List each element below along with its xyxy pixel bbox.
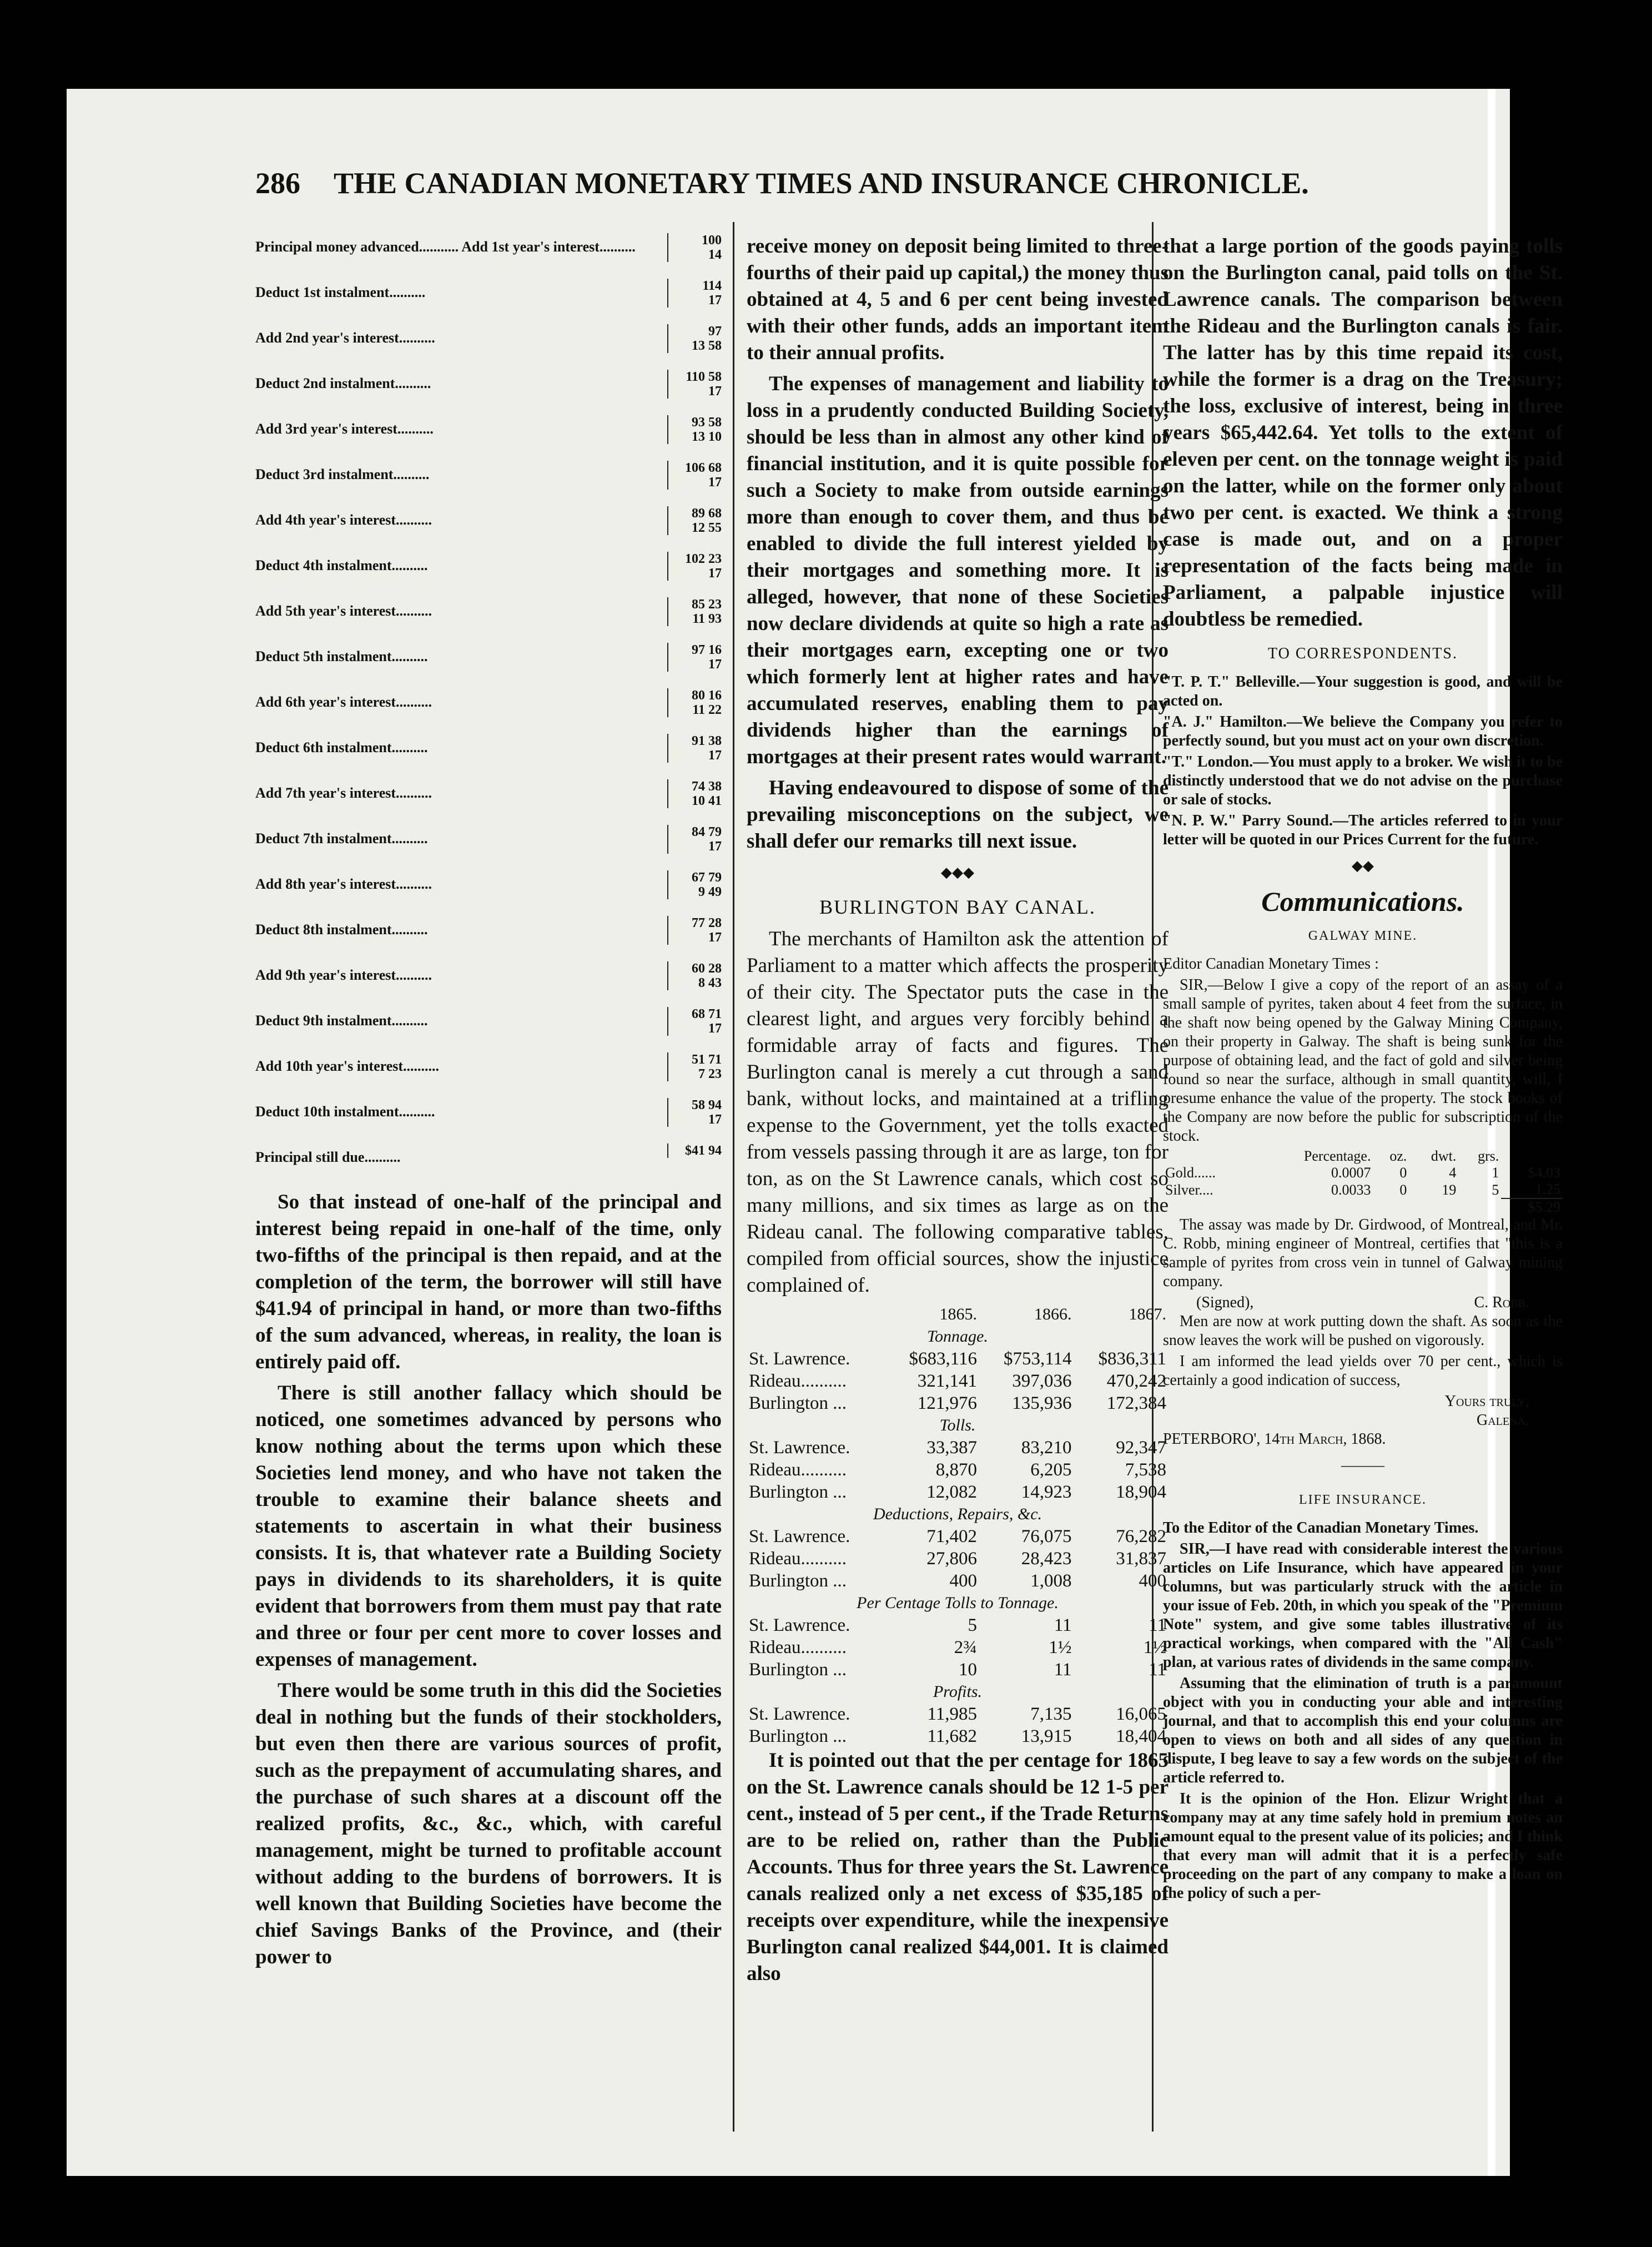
table-caption: Per Centage Tolls to Tonnage.	[857, 1594, 1059, 1612]
ledger-row	[255, 279, 722, 324]
ledger-amounts	[667, 643, 722, 672]
assay-cell: 0	[1399, 1181, 1407, 1198]
table-header-row	[747, 1303, 1169, 1326]
salutation: To the Editor of the Canadian Monetary Times.	[1163, 1519, 1479, 1536]
ledger-amounts	[667, 506, 722, 535]
ledger-amounts	[667, 552, 722, 581]
ledger-label: Add 10th year's interest..........	[255, 1058, 440, 1074]
ledger-amount: 12 55	[692, 521, 722, 535]
table-caption: Tonnage.	[927, 1327, 988, 1346]
canal-name: Burlington ...	[749, 1393, 847, 1413]
ledger-label: Deduct 3rd instalment..........	[255, 466, 430, 482]
canal-name: St. Lawrence.	[749, 1349, 850, 1369]
paragraph: So that instead of one-half of the principal and interest being repaid in one-half of the time, only two-fifths of the principal is then repaid, and at the completion of the term, the borrower will still have $41.94 of principal in hand, or more than two-fifths of the sum advanced, whereas, in reality, the loan is entirely paid off.	[255, 1191, 722, 1373]
table-cell: 5	[968, 1615, 978, 1635]
ledger-amount: 17	[708, 384, 722, 399]
ledger-row	[255, 370, 722, 415]
ledger-row	[255, 916, 722, 961]
ledger-row	[255, 1007, 722, 1052]
paragraph: SIR,—I have read with considerable interest the various articles on Life Insurance, which have appeared in your columns, but was particularly struck with the article in your issue of Feb. 20th, in which you speak of the "Premium Note" system, and give some tables illustrative of its practical workings, when compared with the "All Cash" plan, at various rates of dividends in the same company.	[1163, 1540, 1563, 1671]
ledger-amount: 80 16	[692, 688, 722, 703]
canal-name: St. Lawrence.	[749, 1526, 850, 1546]
ledger-amounts	[667, 370, 722, 399]
table-cell: 8,870	[935, 1460, 978, 1480]
table-caption-row	[747, 1503, 1169, 1525]
table-cell	[747, 1303, 885, 1326]
ledger-amounts	[667, 1052, 722, 1081]
ledger-amount: 17	[708, 1021, 722, 1036]
ledger-amount: 106 68	[685, 461, 722, 475]
table-caption: Profits.	[933, 1682, 983, 1701]
table-cell: 172,384	[1106, 1393, 1166, 1413]
ledger-amount: 17	[708, 475, 722, 490]
table-row	[747, 1659, 1169, 1681]
paragraph: Assuming that the elimination of truth is a paramount object with you in conducting your able and interesting journal, and that to accomplish this end your columns are open to views on both and all sides of any question in dispute, I beg leave to say a few words on the subject of the article referred to.	[1163, 1675, 1563, 1786]
ledger-amounts	[667, 1007, 722, 1036]
assay-cell: 0.0033	[1331, 1181, 1371, 1198]
table-caption-row	[747, 1592, 1169, 1614]
table-cell: 10	[959, 1660, 978, 1680]
table-cell: $753,114	[1003, 1349, 1072, 1369]
column-right	[1163, 233, 1563, 1905]
ledger-amount: 7 23	[698, 1067, 722, 1081]
ledger-amount: 97 16	[692, 643, 722, 657]
assay-cell: $4.03	[1528, 1165, 1560, 1181]
table-cell: 321,141	[917, 1371, 978, 1391]
correspondent-note: "N. P. W." Parry Sound.—The articles referred to in your letter will be quoted in our Prices Current for the future.	[1163, 812, 1563, 848]
table-row	[747, 1370, 1169, 1392]
assay-cell: 5	[1492, 1181, 1499, 1198]
ledger-amount: 91 38	[692, 734, 722, 748]
paragraph: Having endeavoured to dispose of some of the prevailing misconceptions on the subject, we shall defer our remarks till next issue.	[747, 777, 1169, 853]
correspondent-note: "T. P. T." Belleville.—Your suggestion is good, and will be acted on.	[1163, 673, 1563, 709]
ledger-row	[255, 415, 722, 461]
assay-cell: 0.0007	[1331, 1165, 1371, 1181]
table-cell: 71,402	[926, 1526, 978, 1546]
table-caption: Deductions, Repairs, &c.	[873, 1505, 1042, 1523]
ledger-amounts	[667, 734, 722, 763]
ledger-label: Add 9th year's interest..........	[255, 967, 432, 983]
ledger-amount: 67 79	[692, 870, 722, 885]
table-cell: 27,806	[926, 1549, 978, 1569]
ledger-row	[255, 552, 722, 597]
ledger-amount: 17	[708, 748, 722, 763]
ledger-amount: 51 71	[692, 1052, 722, 1067]
ledger-label: Add 2nd year's interest..........	[255, 330, 435, 346]
ledger-amounts	[667, 279, 722, 308]
assay-total: $5.29	[1501, 1198, 1563, 1216]
ledger-amount: 11 22	[692, 703, 722, 717]
canal-name: Burlington ...	[749, 1726, 847, 1746]
ledger-row	[255, 643, 722, 688]
table-cell: 6,205	[1030, 1460, 1072, 1480]
ornament-divider: ———	[1341, 1457, 1384, 1473]
ledger-amount: 13 10	[692, 430, 722, 444]
ornament-divider: ◆◆	[1352, 858, 1374, 874]
paragraph: that a large portion of the goods paying tolls on the Burlington canal, paid tolls on the St. Lawrence canals. The comparison between the Rideau and the Burlington canals is fair. The latter has by this time repaid its cost, while the former is a drag on the Treasury; the loss, exclusive of interest, being in three years $65,442.64. Yet tolls to the extent of eleven per cent. on the tonnage weight is paid on the latter, while on the former only about two per cent. is exacted. We think a strong case is made out, and on a proper representation of the facts being made in Parliament, a palpable injustice will doubtless be remedied.	[1163, 235, 1563, 631]
canal-stats-table	[747, 1303, 1169, 1747]
ledger-row	[255, 870, 722, 916]
ledger-amount: 11 93	[692, 612, 722, 626]
ledger-amount: 68 71	[692, 1007, 722, 1021]
ledger-label: Deduct 7th instalment..........	[255, 830, 428, 847]
ledger-amount: 74 38	[692, 779, 722, 794]
ledger-label: Deduct 1st instalment..........	[255, 284, 426, 300]
ledger-amount: 17	[708, 839, 722, 854]
table-row	[747, 1459, 1169, 1481]
table-cell: 11	[1054, 1615, 1072, 1635]
table-row	[747, 1636, 1169, 1659]
paragraph: The expenses of management and liability to loss in a prudently conducted Building Society, should be less than in almost any other kind of financial institution, and it is quite possible for such a Society to make from outside earnings more than enough to cover them, and thus be enabled to divide the full interest yielded by their mortgages and something more. It is alleged, however, that none of these Societies now declare dividends at quite so high a rate as their mortgages earn, excepting one or two which formerly lent at higher rates and have accumulated reserves, enabling them to pay dividends higher than the earnings of mortgages at their present rates would warrant.	[747, 372, 1169, 768]
ledger-amount: 97	[708, 324, 722, 339]
table-cell: 28,423	[1021, 1549, 1072, 1569]
table-cell: 470,242	[1106, 1371, 1166, 1391]
table-caption-row	[747, 1326, 1169, 1348]
assay-header-cell: oz.	[1389, 1148, 1407, 1164]
ledger-row	[255, 734, 722, 779]
paragraph: There would be some truth in this did the Societies deal in nothing but the funds of their stockholders, but even then there are various sources of profit, such as the prepayment of accumulating shares, and the purchase of such shares at a discount off the realized profits, &c., &c., which, with careful management, might be turned to profitable account without adding to the burdens of borrowers. It is well known that Building Societies have become the chief Savings Banks of the Province, and (their power to	[255, 1679, 722, 1968]
table-cell: 11	[1149, 1615, 1166, 1635]
canal-name: St. Lawrence.	[749, 1704, 850, 1724]
paragraph: The assay was made by Dr. Girdwood, of Montreal, and Mr. C. Robb, mining engineer of Montreal, certifies that "this is a sample of pyrites from cross vein in tunnel of Galway mining company.	[1163, 1216, 1563, 1290]
ledger-row	[255, 779, 722, 825]
closing: Yours truly,	[1444, 1393, 1529, 1410]
ledger-row	[255, 825, 722, 870]
signer: C. Robb.	[1474, 1294, 1529, 1311]
ledger-amount: 89 68	[692, 506, 722, 521]
ledger-label: Principal still due..........	[255, 1149, 401, 1165]
ledger-row	[255, 506, 722, 552]
assay-total-row	[1163, 1198, 1563, 1216]
metal-name: Silver....	[1165, 1181, 1213, 1198]
table-row	[747, 1481, 1169, 1503]
year-header: 1867.	[1129, 1305, 1166, 1323]
canal-name: Burlington ...	[749, 1571, 847, 1591]
assay-cell: 4	[1449, 1165, 1457, 1181]
paragraph: The merchants of Hamilton ask the attention of Parliament to a matter which affects the prosperity of their city. The Spectator puts the case in the clearest light, and argues very forcibly behind a formidable array of facts and figures. The Burlington canal is merely a cut through a sand bank, without locks, and maintained at a trifling expense to the Government, yet the tolls exacted from vessels passing through it are as large, ton for ton, as on the St Lawrence canals, which cost so many millions, and six times as large as on the Rideau canal. The following comparative tables, compiled from official sources, show the injustice complained of.	[747, 928, 1169, 1297]
ledger-amount: 60 28	[692, 961, 722, 976]
metal-name: Gold......	[1165, 1165, 1216, 1181]
table-cell: 18,904	[1116, 1482, 1166, 1502]
author: Galena.	[1477, 1412, 1529, 1429]
canal-name: Rideau..........	[749, 1549, 847, 1569]
table-cell: 14,923	[1021, 1482, 1072, 1502]
ledger-amount: 100	[702, 233, 722, 248]
ledger-amounts	[667, 597, 722, 626]
ledger-row	[255, 1098, 722, 1143]
table-cell	[1163, 1148, 1255, 1165]
ledger-amount: 102 23	[685, 552, 722, 566]
paragraph: It is pointed out that the per centage for 1865 on the St. Lawrence canals should be 12 1-5 per cent., instead of 5 per cent., if the Trade Returns are to be relied on, rather than the Public Accounts. Thus for three years the St. Lawrence canals realized only a net excess of $35,185 of receipts over expenditure, while the inexpensive Burlington canal realized $44,001. It is claimed also	[747, 1749, 1169, 1985]
table-cell: 400	[1139, 1571, 1166, 1591]
column-rule	[733, 222, 734, 2132]
ledger-row	[255, 961, 722, 1007]
table-cell: 7,135	[1030, 1704, 1072, 1724]
table-row	[747, 1614, 1169, 1636]
ledger-amounts	[667, 916, 722, 945]
year-header: 1865.	[939, 1305, 978, 1323]
year-header: 1866.	[1034, 1305, 1072, 1323]
ledger-amount: 85 23	[692, 597, 722, 612]
page-header	[255, 161, 1410, 205]
ledger-label: Principal money advanced........... Add 1st year's interest..........	[255, 239, 636, 255]
section-heading: BURLINGTON BAY CANAL.	[819, 896, 1096, 918]
table-cell: 13,915	[1021, 1726, 1072, 1746]
ledger-amount: 8 43	[698, 976, 722, 990]
ledger-amounts	[667, 1098, 722, 1127]
salutation: Editor Canadian Monetary Times :	[1163, 955, 1379, 973]
ledger-label: Deduct 6th instalment..........	[255, 739, 428, 755]
table-caption: Tolls.	[939, 1416, 976, 1434]
assay-table	[1163, 1148, 1563, 1216]
publication-title: THE CANADIAN MONETARY TIMES AND INSURANCE CHRONICLE.	[334, 167, 1309, 200]
life-insurance-letter	[1163, 1519, 1563, 1903]
ledger-amount: 17	[708, 566, 722, 581]
ledger-row	[255, 1052, 722, 1098]
ledger-table	[255, 233, 722, 1189]
correspondents-list	[1163, 673, 1563, 849]
canal-name: Rideau..........	[749, 1638, 847, 1657]
ledger-row	[255, 324, 722, 370]
table-cell: 11	[1149, 1660, 1166, 1680]
table-cell: 33,387	[926, 1438, 978, 1458]
table-row	[747, 1437, 1169, 1459]
ledger-label: Deduct 8th instalment..........	[255, 921, 428, 938]
ledger-label: Add 4th year's interest..........	[255, 512, 432, 528]
ledger-label: Add 3rd year's interest..........	[255, 421, 434, 437]
ledger-amounts	[667, 825, 722, 854]
table-row	[747, 1348, 1169, 1370]
newspaper-page	[67, 89, 1563, 2176]
correspondent-note: "A. J." Hamilton.—We believe the Company you refer to perfectly sound, but you must act on your own discretion.	[1163, 713, 1563, 749]
canal-name: Burlington ...	[749, 1482, 847, 1502]
ledger-amount: 17	[708, 1112, 722, 1127]
table-row	[747, 1392, 1169, 1414]
ledger-amounts	[667, 1143, 722, 1158]
ledger-row	[255, 1143, 722, 1189]
ledger-amount: 114	[702, 279, 722, 293]
ledger-row	[255, 233, 722, 279]
paragraph: Men are now at work putting down the shaft. As soon as the snow leaves the work will be pushed on vigorously.	[1163, 1313, 1563, 1349]
assay-header	[1163, 1148, 1563, 1165]
table-cell: 16,065	[1116, 1704, 1166, 1724]
galway-letter	[1163, 955, 1563, 1449]
assay-cell: 0	[1399, 1165, 1407, 1181]
table-cell: 400	[949, 1571, 978, 1591]
table-cell: 1½	[1049, 1638, 1072, 1657]
canal-name: St. Lawrence.	[749, 1615, 850, 1635]
ledger-label: Add 8th year's interest..........	[255, 876, 432, 892]
table-cell: 11,985	[927, 1704, 978, 1724]
table-row	[747, 1703, 1169, 1725]
canal-name: Rideau..........	[749, 1371, 847, 1391]
ledger-amount: 17	[708, 293, 722, 308]
table-cell: 83,210	[1021, 1438, 1072, 1458]
paragraph: I am informed the lead yields over 70 per cent., which is certainly a good indication of success,	[1163, 1353, 1563, 1389]
ledger-amount: 14	[708, 248, 722, 262]
ledger-amount: 84 79	[692, 825, 722, 839]
ledger-amounts	[667, 870, 722, 899]
dateline: PETERBORO', 14th March, 1868.	[1163, 1430, 1386, 1448]
section-heading: TO CORRESPONDENTS.	[1268, 645, 1458, 662]
ledger-amounts	[667, 461, 722, 490]
paragraph: There is still another fallacy which should be noticed, one sometimes advanced by persons who know nothing about the terms upon which these Societies lend money, and who have not taken the trouble to examine their balance sheets and statements to ascertain in what their business consists. It is, that whatever rate a Building Society pays in dividends to its shareholders, it is quite evident that borrowers from them must pay that rate and three or four per cent more to cover losses and expenses of management.	[255, 1382, 722, 1671]
column-middle	[747, 233, 1169, 1992]
column-left	[255, 233, 722, 1975]
table-cell: 92,347	[1116, 1438, 1166, 1458]
ledger-amount: $41 94	[685, 1143, 722, 1158]
ledger-label: Deduct 10th instalment..........	[255, 1104, 435, 1120]
ledger-row	[255, 597, 722, 643]
assay-header-cell: dwt.	[1431, 1148, 1457, 1164]
ledger-label: Add 5th year's interest..........	[255, 603, 432, 619]
ledger-row	[255, 461, 722, 506]
table-row	[747, 1548, 1169, 1570]
ledger-amounts	[667, 779, 722, 808]
paragraph: receive money on deposit being limited to three-fourths of their paid up capital,) the money thus obtained at 4, 5 and 6 per cent being invested with their other funds, adds an important item to their annual profits.	[747, 235, 1169, 364]
table-cell: 121,976	[917, 1393, 978, 1413]
ledger-amount: 17	[708, 930, 722, 945]
subsection-heading: LIFE INSURANCE.	[1298, 1493, 1427, 1507]
assay-cell: 1.25	[1535, 1181, 1560, 1197]
ledger-amounts	[667, 961, 722, 990]
ledger-amounts	[667, 324, 722, 353]
table-cell: 11,682	[927, 1726, 978, 1746]
ledger-amount: 93 58	[692, 415, 722, 430]
ledger-label: Deduct 2nd instalment..........	[255, 375, 431, 391]
page-number: 286	[255, 167, 300, 200]
ledger-amount: 110 58	[686, 370, 722, 384]
ledger-amounts	[667, 688, 722, 717]
table-cell: 18,404	[1116, 1726, 1166, 1746]
canal-name: Burlington ...	[749, 1660, 847, 1680]
ledger-amounts	[667, 415, 722, 444]
assay-header-cell: Percentage.	[1303, 1148, 1371, 1164]
table-row	[747, 1725, 1169, 1747]
table-cell: 1,008	[1030, 1571, 1072, 1591]
signature-line	[1163, 1293, 1563, 1312]
ledger-amount: 13 58	[692, 339, 722, 353]
table-cell: 11	[1054, 1660, 1072, 1680]
ledger-label: Deduct 9th instalment..........	[255, 1012, 428, 1029]
table-cell: 1½	[1143, 1638, 1166, 1657]
ledger-amount: 77 28	[692, 916, 722, 930]
table-cell: 397,036	[1012, 1371, 1072, 1391]
table-cell: 12,082	[926, 1482, 978, 1502]
ledger-amount: 10 41	[692, 794, 722, 808]
ornament-divider: ◆◆◆	[941, 864, 974, 880]
table-cell: 2¾	[954, 1638, 978, 1657]
col1-text	[255, 1189, 722, 1971]
table-cell: $683,116	[909, 1349, 978, 1369]
ledger-row	[255, 688, 722, 734]
ledger-amount: 9 49	[698, 885, 722, 899]
assay-header-cell: grs.	[1478, 1148, 1499, 1164]
paragraph: SIR,—Below I give a copy of the report of an assay of a small sample of pyrites, taken about 4 feet from the surface, in the shaft now being opened by the Galway Mining Company, on their property in Galway. The shaft is being sunk for the purpose of obtaining lead, and the fact of gold and silver being found so near the surface, although in small quantity, will, I presume enhance the value of the property. The stock books of the Company are now before the public for subscription of the stock.	[1163, 976, 1563, 1145]
ledger-amounts	[667, 233, 722, 262]
table-cell: 76,075	[1021, 1526, 1072, 1546]
table-cell: 7,538	[1125, 1460, 1166, 1480]
canal-name: St. Lawrence.	[749, 1438, 850, 1458]
table-caption-row	[747, 1414, 1169, 1437]
table-row	[747, 1525, 1169, 1548]
paragraph: It is the opinion of the Hon. Elizur Wright that a company may at any time safely hold in premium notes an amount equal to the present value of its policies; and I think that every man will admit that it is a perfectly safe proceeding on the part of any company to make a loan on the policy of such a per-	[1163, 1790, 1563, 1902]
table-cell: 76,282	[1116, 1526, 1166, 1546]
assay-row	[1163, 1181, 1563, 1198]
correspondent-note: "T." London.—You must apply to a broker. We wish it to be distinctly understood that we do not advise on the purchase or sale of stocks.	[1163, 753, 1563, 808]
subsection-heading: GALWAY MINE.	[1308, 929, 1418, 943]
section-heading: Communications.	[1261, 886, 1464, 917]
assay-row	[1163, 1165, 1563, 1181]
ledger-amount: 17	[708, 657, 722, 672]
ledger-label: Deduct 5th instalment..........	[255, 648, 428, 664]
assay-cell: 1	[1492, 1165, 1499, 1181]
table-cell: 135,936	[1012, 1393, 1072, 1413]
ledger-label: Add 7th year's interest..........	[255, 785, 432, 801]
ledger-label: Add 6th year's interest..........	[255, 694, 432, 710]
table-cell: 31,837	[1116, 1549, 1166, 1569]
table-caption-row	[747, 1681, 1169, 1703]
table-cell: $836,311	[1098, 1349, 1166, 1369]
ledger-amount: 58 94	[692, 1098, 722, 1112]
signed-label: (Signed),	[1196, 1294, 1254, 1311]
table-row	[747, 1570, 1169, 1592]
ledger-label: Deduct 4th instalment..........	[255, 557, 428, 573]
assay-cell: 19	[1442, 1181, 1457, 1198]
canal-name: Rideau..........	[749, 1460, 847, 1480]
